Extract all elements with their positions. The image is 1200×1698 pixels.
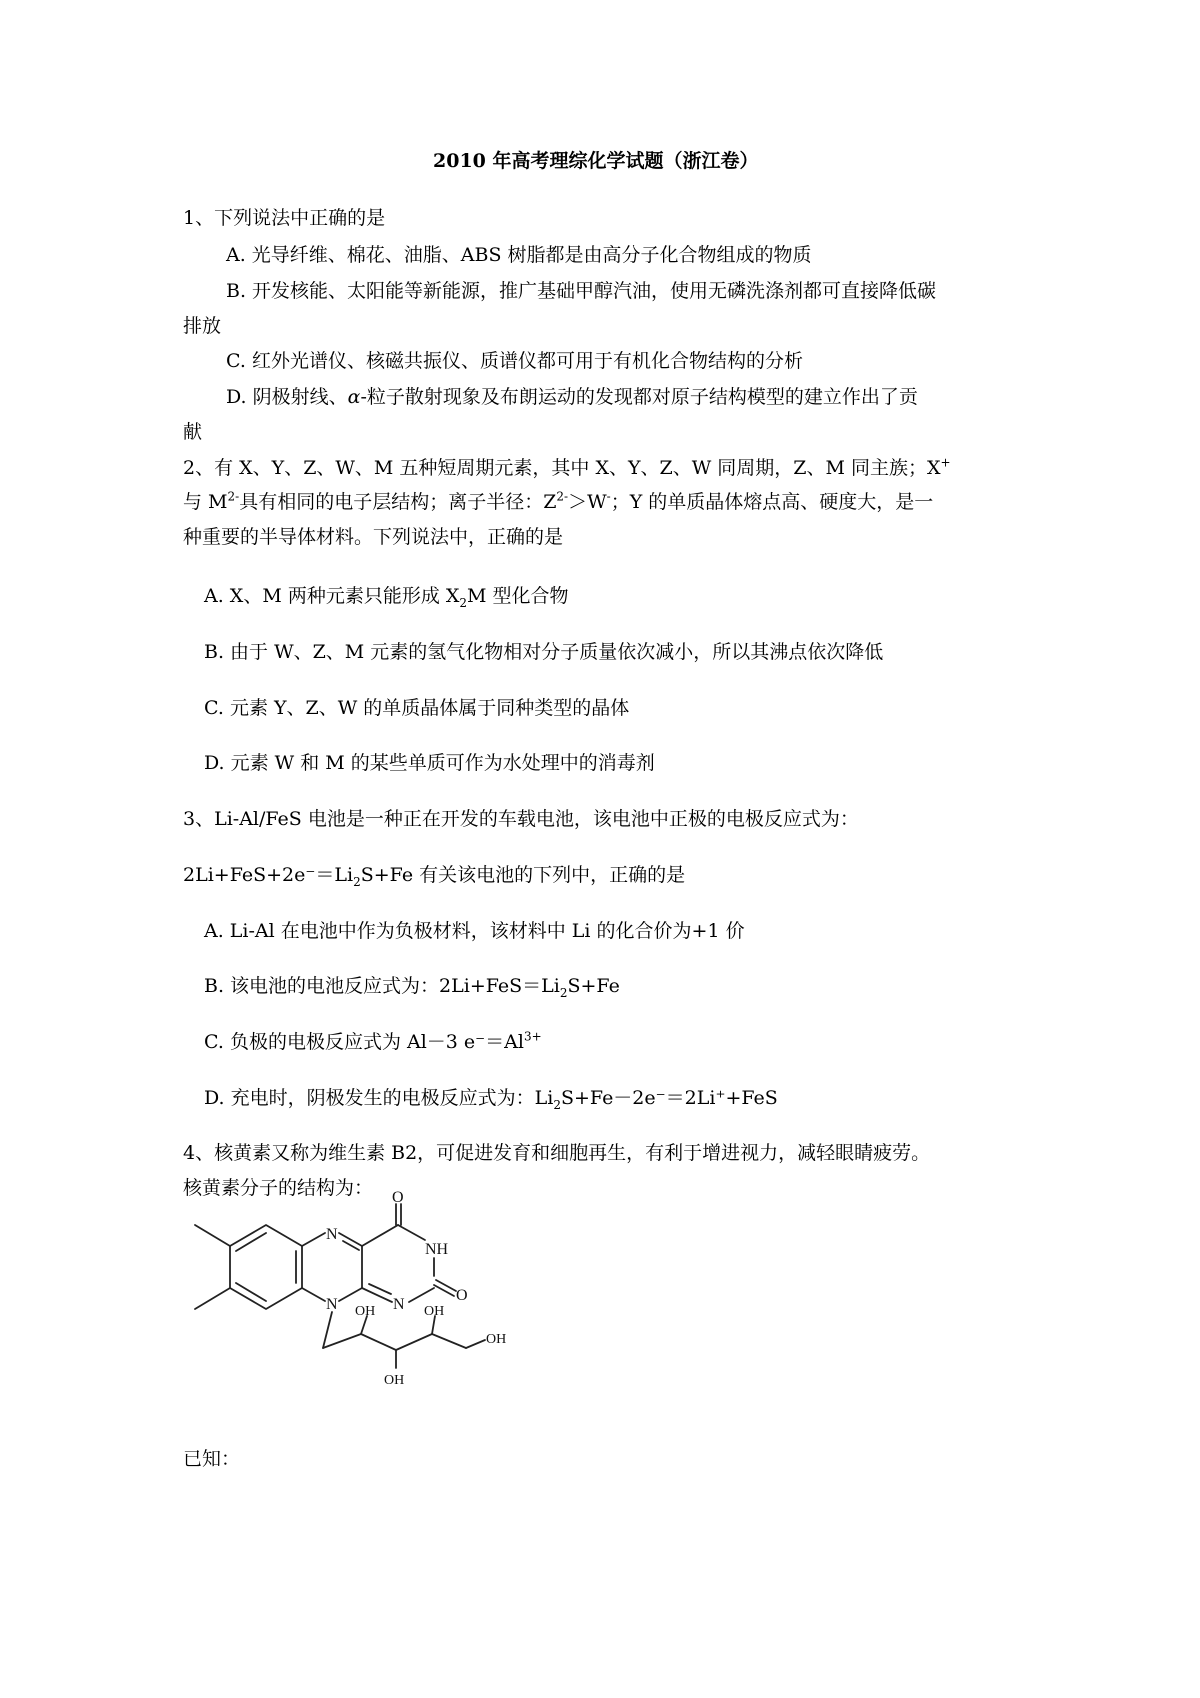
chain-bond-2: [323, 1334, 361, 1348]
q3-option-a: A. Li-Al 在电池中作为负极材料，该材料中 Li 的化合价为+1 价: [204, 920, 745, 942]
q1-option-c: C. 红外光谱仪、核磁共振仪、质谱仪都可用于有机化合物结构的分析: [226, 350, 803, 372]
q1-option-d-line1: [226, 385, 918, 409]
q1-option-d-line2: 献: [183, 421, 203, 443]
pyrazine-bond-2: [339, 1233, 362, 1246]
pyrimidine-bond-2: [398, 1225, 425, 1240]
q2-l2c: ＞W: [568, 491, 607, 513]
benzene-double-bond-3: [236, 1283, 266, 1301]
q1-option-b-line2: 排放: [183, 315, 222, 337]
q2-stem-line2: [183, 490, 933, 514]
q2-l2-sup3: -: [606, 489, 611, 504]
q1-option-a: A. 光导纤维、棉花、油脂、ABS 树脂都是由高分子化合物组成的物质: [226, 244, 812, 266]
atom-n-ring: N: [393, 1296, 405, 1313]
q1-d-text-a: D. 阴极射线、: [226, 386, 348, 408]
benzene-ring: [230, 1225, 302, 1309]
pyrazine-bond-5: [302, 1288, 325, 1301]
chain-bond-1: [323, 1312, 332, 1348]
hydroxyl-2: OH: [424, 1304, 445, 1319]
chain-bond-4: [396, 1334, 432, 1350]
q2-a-post: M 型化合物: [467, 585, 569, 607]
carbonyl-right-a: [434, 1285, 454, 1296]
atom-n-bottom: N: [326, 1296, 338, 1313]
q3-option-b: [204, 974, 620, 998]
hydroxyl-1: OH: [355, 1304, 376, 1319]
q3-d-post: S+Fe－2e⁻＝2Li⁺+FeS: [560, 1087, 778, 1109]
q1-d-text-b: -粒子散射现象及布朗运动的发现都对原子结构模型的建立作出了贡: [360, 386, 918, 408]
alpha-symbol: α: [347, 386, 361, 408]
atom-o-top: O: [392, 1189, 404, 1206]
q3-stem: 3、Li-Al/FeS 电池是一种正在开发的车载电池，该电池中正极的电极反应式为：: [183, 808, 859, 830]
q3-equation: [183, 863, 685, 887]
q3-d-sub: 2: [553, 1097, 561, 1112]
q3-b-sub: 2: [559, 985, 568, 1000]
benzene-double-bond-1: [236, 1233, 266, 1251]
q2-option-a: [204, 584, 569, 608]
atom-o-right: O: [456, 1287, 468, 1304]
chain-oh4-bond: [466, 1340, 485, 1348]
q2-l2-sup1: 2-: [227, 489, 240, 504]
chain-bond-3: [361, 1334, 396, 1350]
atom-n-top: N: [326, 1226, 338, 1243]
pyrazine-bond-4: [339, 1288, 362, 1301]
q3-option-c: [204, 1030, 542, 1054]
q3-eq-sub: 2: [353, 874, 361, 889]
pyrimidine-bond-5: [362, 1288, 392, 1302]
pyrimidine-bond-4: [409, 1288, 434, 1302]
methyl-bond-top: [195, 1225, 230, 1246]
q3-eq-post: S+Fe 有关该电池的下列中，正确的是: [360, 864, 686, 886]
q3-c-sup: 3+: [523, 1029, 542, 1044]
q2-l2-sup2: 2-: [556, 489, 569, 504]
q4-stem-line2: 核黄素分子的结构为：: [183, 1177, 374, 1199]
q2-l1-text: 2、有 X、Y、Z、W、M 五种短周期元素，其中 X、Y、Z、W 同周期，Z、M 同主族；X: [183, 457, 941, 479]
q2-l1-sup: +: [940, 455, 951, 470]
pyrimidine-bond-1: [362, 1225, 398, 1246]
q3-eq-pre: 2Li+FeS+2e⁻＝Li: [183, 864, 354, 886]
q3-d-pre: D. 充电时，阴极发生的电极反应式为：Li: [204, 1087, 554, 1109]
hydroxyl-3: OH: [486, 1332, 507, 1347]
q4-stem-line1: 4、核黄素又称为维生素 B2，可促进发育和细胞再生，有利于增进视力，减轻眼睛疲劳。: [183, 1142, 931, 1164]
q2-l2d: ；Y 的单质晶体熔点高、硬度大，是一: [610, 491, 934, 513]
atom-nh: NH: [425, 1241, 449, 1258]
q2-l2a: 与 M: [183, 491, 228, 513]
q3-option-d: [204, 1086, 778, 1110]
document-title: 2010 年高考理综化学试题（浙江卷）: [433, 150, 759, 172]
q3-b-post: S+Fe: [567, 975, 620, 997]
q1-option-b-line1: B. 开发核能、太阳能等新能源，推广基础甲醇汽油，使用无磷洗涤剂都可直接降低碳: [226, 280, 937, 302]
q2-a-sub: 2: [459, 595, 468, 610]
q2-l2b: 具有相同的电子层结构；离子半径：Z: [239, 491, 557, 513]
q3-c-pre: C. 负极的电极反应式为 Al－3 e⁻＝Al: [204, 1031, 524, 1053]
q2-a-pre: A. X、M 两种元素只能形成 X: [204, 585, 460, 607]
q2-option-c: C. 元素 Y、Z、W 的单质晶体属于同种类型的晶体: [204, 697, 630, 719]
q2-stem-line1: [183, 456, 951, 480]
hydroxyl-4: OH: [384, 1373, 405, 1388]
carbonyl-right-b: [436, 1280, 456, 1291]
methyl-bond-bottom: [195, 1288, 230, 1309]
q3-b-pre: B. 该电池的电池反应式为：2Li+FeS＝Li: [204, 975, 560, 997]
q2-option-b: B. 由于 W、Z、M 元素的氢气化物相对分子质量依次减小，所以其沸点依次降低: [204, 641, 884, 663]
q2-stem-line3: 种重要的半导体材料。下列说法中，正确的是: [183, 526, 564, 548]
chain-bond-5: [432, 1334, 466, 1348]
q1-stem: 1、下列说法中正确的是: [183, 207, 386, 229]
q2-option-d: D. 元素 W 和 M 的某些单质可作为水处理中的消毒剂: [204, 752, 655, 774]
riboflavin-structure-diagram: [183, 1188, 565, 1408]
pyrazine-bond-1: [302, 1233, 325, 1246]
footer-label: 已知：: [183, 1448, 241, 1470]
